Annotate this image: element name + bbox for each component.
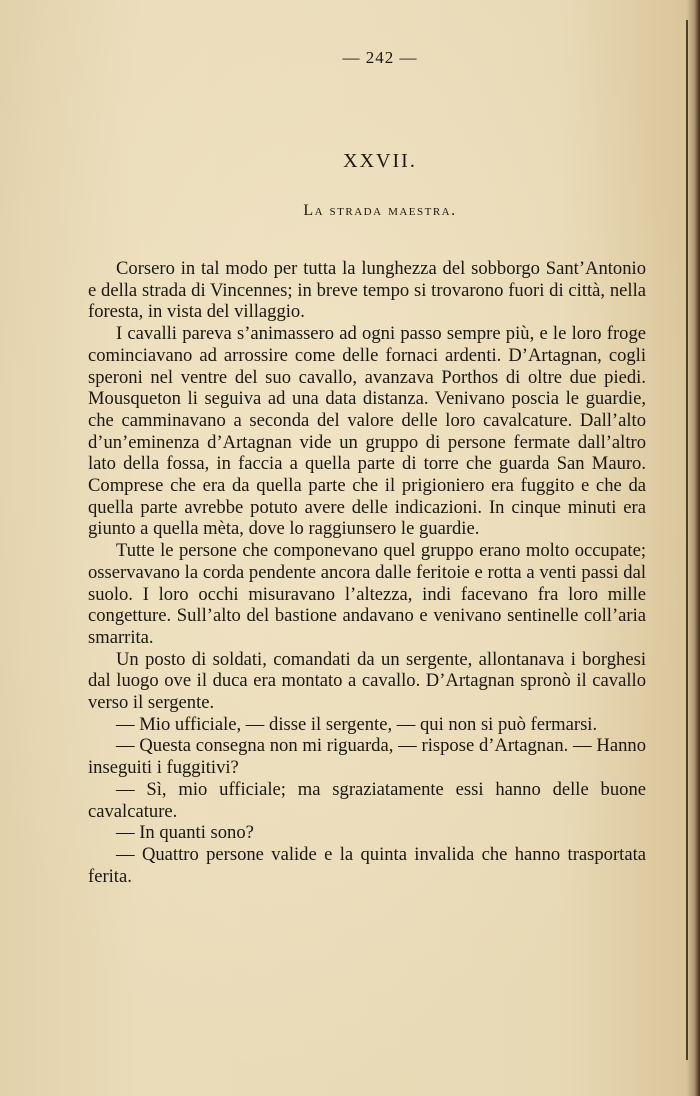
dialogue-line: — Quattro persone valide e la quinta invalida che hanno trasportata ferita. — [88, 843, 646, 887]
page-number: — 242 — — [342, 48, 418, 67]
paragraph: Corsero in tal modo per tutta la lunghezza del sobborgo Sant’Antonio e della strada di Vincennes; in breve tempo si trovarono fuori di città, nella foresta, in vista del villaggio. — [88, 258, 646, 323]
dialogue-line: — Questa consegna non mi riguarda, — rispose d’Artagnan. — Hanno inseguiti i fuggitivi? — [88, 735, 646, 779]
chapter-title: La strada maestra. — [303, 202, 457, 219]
chapter-body — [88, 258, 646, 887]
chapter-number: XXVII. — [343, 150, 417, 172]
dialogue-line: — Mio ufficiale, — disse il sergente, — qui non si può fermarsi. — [116, 713, 598, 735]
paragraph: Tutte le persone che componevano quel gruppo erano molto occupate; osservavano la corda pendente ancora dalle feritoie e rotta a venti passi dal suolo. I loro occhi misuravano l’altezza, indi facevano fra loro mille congetture. Sull’alto del bastione andavano e venivano sentinelle coll’aria smarrita. — [88, 540, 646, 648]
paragraph: I cavalli pareva s’animassero ad ogni passo sempre più, e le loro froge cominciavano ad arrossire come delle fornaci ardenti. D’Artagnan, cogli speroni nel ventre del suo cavallo, avanzava Porthos di oltre due piedi. Mousqueton li seguiva ad una data distanza. Venivano poscia le guardie, che camminavano a seconda del valore delle loro cavalcature. Dall’alto d’un’eminenza d’Artagnan vide un gruppo di persone fermate dall’altro lato della fossa, in faccia a quella parte di torre che guarda San Mauro. Comprese che era da quella parte che il prigioniero era fuggito e che da quella parte avrebbe potuto avere delle indicazioni. In cinque minuti era giunto a quella mèta, dove lo raggiunsero le guardie. — [88, 323, 646, 540]
binding-edge-line — [686, 20, 688, 1060]
dialogue-line: — Sì, mio ufficiale; ma sgraziatamente essi hanno delle buone cavalcature. — [88, 778, 646, 822]
dialogue-line: — In quanti sono? — [116, 822, 254, 844]
paragraph: Un posto di soldati, comandati da un sergente, allontanava i borghesi dal luogo ove il duca era montato a cavallo. D’Artagnan spronò il cavallo verso il sergente. — [88, 648, 646, 714]
